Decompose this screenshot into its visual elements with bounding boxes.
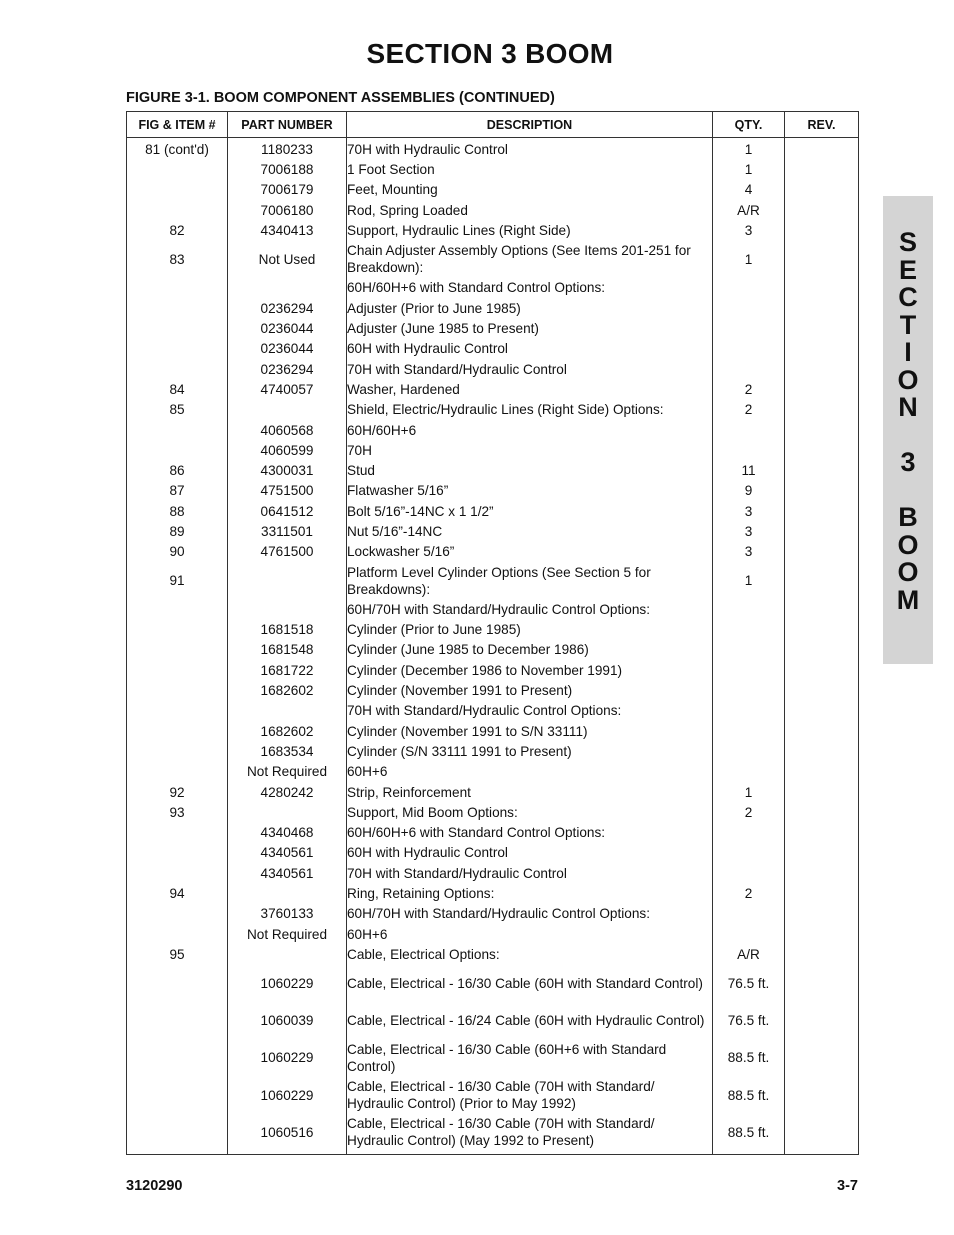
cell-description: Cable, Electrical - 16/30 Cable (60H+6 with Standard Control) (347, 1039, 713, 1076)
cell-rev (785, 843, 859, 863)
cell-part-number: 0236294 (228, 359, 347, 379)
cell-rev (785, 460, 859, 480)
cell-rev (785, 741, 859, 761)
side-tab-letter: S (898, 227, 917, 257)
table-row (127, 138, 859, 160)
cell-description: Shield, Electric/Hydraulic Lines (Right Side) Options: (347, 400, 713, 420)
cell-part-number: 4340561 (228, 863, 347, 883)
cell-part-number: 1681548 (228, 640, 347, 660)
table-row (127, 1114, 859, 1155)
cell-description: 60H/60H+6 with Standard Control Options: (347, 278, 713, 298)
table-row (127, 339, 859, 359)
column-header-rev: REV. (785, 112, 859, 138)
table-row (127, 701, 859, 721)
cell-fig-item (127, 159, 228, 179)
cell-qty: A/R (713, 944, 785, 964)
cell-part-number (228, 562, 347, 599)
cell-description: 60H+6 (347, 924, 713, 944)
cell-description: Cylinder (S/N 33111 1991 to Present) (347, 741, 713, 761)
cell-part-number (228, 883, 347, 903)
cell-part-number: Not Required (228, 762, 347, 782)
side-tab-letter: T (899, 309, 917, 340)
cell-fig-item (127, 339, 228, 359)
cell-part-number: 7006179 (228, 180, 347, 200)
cell-qty (713, 680, 785, 700)
table-row (127, 318, 859, 338)
page-number: 3-7 (837, 1178, 858, 1194)
cell-description: 60H/60H+6 with Standard Control Options: (347, 823, 713, 843)
table-row (127, 481, 859, 501)
table-row (127, 400, 859, 420)
cell-rev (785, 924, 859, 944)
cell-qty: 3 (713, 521, 785, 541)
cell-qty (713, 660, 785, 680)
cell-fig-item (127, 1114, 228, 1155)
cell-rev (785, 863, 859, 883)
cell-fig-item: 94 (127, 883, 228, 903)
table-row (127, 359, 859, 379)
table-row (127, 863, 859, 883)
cell-rev (785, 1002, 859, 1039)
cell-rev (785, 481, 859, 501)
cell-qty (713, 904, 785, 924)
cell-qty (713, 640, 785, 660)
cell-rev (785, 138, 859, 160)
side-tab-letter: C (898, 282, 918, 312)
cell-part-number: 4280242 (228, 782, 347, 802)
cell-part-number: 4751500 (228, 481, 347, 501)
cell-description: Cylinder (Prior to June 1985) (347, 620, 713, 640)
cell-description: 70H with Standard/Hydraulic Control Options: (347, 701, 713, 721)
column-header-part-number: PART NUMBER (228, 112, 347, 138)
cell-fig-item (127, 440, 228, 460)
cell-qty (713, 701, 785, 721)
cell-rev (785, 240, 859, 277)
cell-fig-item (127, 640, 228, 660)
cell-description: Bolt 5/16”-14NC x 1 1/2” (347, 501, 713, 521)
cell-fig-item: 83 (127, 240, 228, 277)
cell-qty: 1 (713, 562, 785, 599)
cell-part-number: 0236044 (228, 318, 347, 338)
table-row (127, 501, 859, 521)
cell-qty (713, 620, 785, 640)
cell-description: 70H with Standard/Hydraulic Control (347, 359, 713, 379)
table-header-row (127, 112, 859, 138)
cell-rev (785, 318, 859, 338)
cell-rev (785, 721, 859, 741)
cell-qty: 2 (713, 883, 785, 903)
cell-rev (785, 278, 859, 298)
cell-qty (713, 741, 785, 761)
cell-rev (785, 599, 859, 619)
table-row (127, 200, 859, 220)
table-row (127, 721, 859, 741)
side-tab-spacer (883, 477, 933, 505)
cell-description: Cylinder (June 1985 to December 1986) (347, 640, 713, 660)
cell-rev (785, 359, 859, 379)
cell-fig-item (127, 298, 228, 318)
cell-fig-item (127, 965, 228, 1002)
cell-description: Stud (347, 460, 713, 480)
cell-fig-item: 90 (127, 542, 228, 562)
cell-fig-item: 89 (127, 521, 228, 541)
cell-qty (713, 863, 785, 883)
figure-title: FIGURE 3-1. BOOM COMPONENT ASSEMBLIES (CONTINUED) (126, 90, 555, 106)
cell-qty (713, 599, 785, 619)
table-row (127, 1076, 859, 1113)
cell-rev (785, 159, 859, 179)
cell-fig-item (127, 823, 228, 843)
cell-fig-item (127, 863, 228, 883)
table-row (127, 640, 859, 660)
side-tab-letter: E (898, 254, 917, 285)
cell-rev (785, 762, 859, 782)
cell-part-number: 0236294 (228, 298, 347, 318)
section-side-tab (883, 196, 933, 664)
cell-description: 60H with Hydraulic Control (347, 339, 713, 359)
cell-qty: 9 (713, 481, 785, 501)
cell-rev (785, 400, 859, 420)
cell-part-number: Not Required (228, 924, 347, 944)
table-row (127, 298, 859, 318)
cell-description: Feet, Mounting (347, 180, 713, 200)
cell-qty: 1 (713, 138, 785, 160)
cell-description: 70H with Standard/Hydraulic Control (347, 863, 713, 883)
cell-description: Washer, Hardened (347, 379, 713, 399)
cell-description: 1 Foot Section (347, 159, 713, 179)
cell-description: Platform Level Cylinder Options (See Section 5 for Breakdowns): (347, 562, 713, 599)
side-tab-letter: O (897, 364, 919, 395)
cell-part-number (228, 944, 347, 964)
cell-fig-item (127, 904, 228, 924)
cell-rev (785, 883, 859, 903)
table-row (127, 680, 859, 700)
cell-fig-item (127, 924, 228, 944)
cell-qty (713, 318, 785, 338)
cell-fig-item (127, 359, 228, 379)
table-row (127, 823, 859, 843)
table-row (127, 802, 859, 822)
cell-qty: 3 (713, 542, 785, 562)
cell-description: Support, Hydraulic Lines (Right Side) (347, 220, 713, 240)
cell-description: Strip, Reinforcement (347, 782, 713, 802)
cell-part-number: 1682602 (228, 680, 347, 700)
cell-qty: 2 (713, 379, 785, 399)
table-row (127, 782, 859, 802)
table-row (127, 660, 859, 680)
cell-qty: 2 (713, 802, 785, 822)
table-row (127, 240, 859, 277)
parts-table (126, 111, 859, 1155)
cell-qty: 1 (713, 240, 785, 277)
cell-part-number: 1060229 (228, 1076, 347, 1113)
cell-qty: 1 (713, 782, 785, 802)
cell-fig-item (127, 701, 228, 721)
cell-part-number: 1683534 (228, 741, 347, 761)
side-tab-letter: B (898, 502, 918, 532)
cell-part-number: 4060568 (228, 420, 347, 440)
cell-part-number: 3760133 (228, 904, 347, 924)
cell-rev (785, 965, 859, 1002)
cell-qty (713, 762, 785, 782)
table-row (127, 944, 859, 964)
cell-fig-item (127, 741, 228, 761)
side-tab-letter: O (897, 529, 919, 560)
cell-fig-item: 82 (127, 220, 228, 240)
cell-rev (785, 420, 859, 440)
cell-description: 60H/70H with Standard/Hydraulic Control Options: (347, 904, 713, 924)
side-tab-spacer (883, 422, 933, 450)
document-number: 3120290 (126, 1178, 183, 1194)
cell-qty: 1 (713, 159, 785, 179)
cell-part-number: 4340468 (228, 823, 347, 843)
side-tab-letter: 3 (900, 447, 916, 477)
cell-rev (785, 620, 859, 640)
cell-rev (785, 440, 859, 460)
cell-description: Support, Mid Boom Options: (347, 802, 713, 822)
cell-qty: 76.5 ft. (713, 1002, 785, 1039)
cell-part-number (228, 701, 347, 721)
cell-part-number: 1060229 (228, 965, 347, 1002)
cell-description: Rod, Spring Loaded (347, 200, 713, 220)
table-row (127, 278, 859, 298)
cell-part-number (228, 400, 347, 420)
cell-qty (713, 298, 785, 318)
cell-qty: 88.5 ft. (713, 1076, 785, 1113)
cell-rev (785, 298, 859, 318)
cell-rev (785, 680, 859, 700)
table-row (127, 159, 859, 179)
cell-description: Ring, Retaining Options: (347, 883, 713, 903)
table-row (127, 542, 859, 562)
cell-description: Cable, Electrical - 16/30 Cable (70H with Standard/ Hydraulic Control) (Prior to May 1992) (347, 1076, 713, 1113)
cell-qty (713, 278, 785, 298)
cell-fig-item: 92 (127, 782, 228, 802)
cell-part-number: 0236044 (228, 339, 347, 359)
cell-part-number: 0641512 (228, 501, 347, 521)
table-row (127, 1002, 859, 1039)
cell-fig-item (127, 721, 228, 741)
cell-fig-item (127, 1076, 228, 1113)
cell-part-number: 3311501 (228, 521, 347, 541)
cell-qty (713, 924, 785, 944)
table-row (127, 1039, 859, 1076)
cell-fig-item (127, 620, 228, 640)
cell-part-number: 4300031 (228, 460, 347, 480)
cell-fig-item (127, 762, 228, 782)
cell-qty (713, 339, 785, 359)
side-tab-letter: O (897, 557, 919, 587)
cell-qty (713, 420, 785, 440)
column-header-fig-item: FIG & ITEM # (127, 112, 228, 138)
cell-fig-item (127, 278, 228, 298)
cell-fig-item: 95 (127, 944, 228, 964)
cell-qty (713, 721, 785, 741)
cell-description: Flatwasher 5/16” (347, 481, 713, 501)
cell-fig-item: 88 (127, 501, 228, 521)
cell-fig-item (127, 180, 228, 200)
cell-description: Cable, Electrical - 16/30 Cable (70H with Standard/ Hydraulic Control) (May 1992 to Present) (347, 1114, 713, 1155)
cell-qty: 76.5 ft. (713, 965, 785, 1002)
cell-rev (785, 944, 859, 964)
side-tab-letter: I (904, 337, 912, 367)
cell-rev (785, 220, 859, 240)
cell-rev (785, 823, 859, 843)
cell-fig-item: 81 (cont'd) (127, 138, 228, 160)
cell-qty (713, 843, 785, 863)
cell-fig-item (127, 1002, 228, 1039)
cell-rev (785, 1076, 859, 1113)
cell-part-number: 4340413 (228, 220, 347, 240)
table-row (127, 924, 859, 944)
cell-qty: 2 (713, 400, 785, 420)
cell-part-number (228, 802, 347, 822)
table-row (127, 762, 859, 782)
cell-part-number: 1681722 (228, 660, 347, 680)
cell-part-number: 7006188 (228, 159, 347, 179)
cell-description: 60H with Hydraulic Control (347, 843, 713, 863)
table-row (127, 620, 859, 640)
cell-rev (785, 1039, 859, 1076)
cell-description: Adjuster (Prior to June 1985) (347, 298, 713, 318)
table-row (127, 904, 859, 924)
cell-qty: 3 (713, 220, 785, 240)
table-row (127, 460, 859, 480)
cell-qty: 11 (713, 460, 785, 480)
cell-part-number: 1060229 (228, 1039, 347, 1076)
table-row (127, 562, 859, 599)
cell-rev (785, 379, 859, 399)
cell-rev (785, 200, 859, 220)
cell-fig-item: 91 (127, 562, 228, 599)
cell-fig-item (127, 318, 228, 338)
cell-fig-item: 84 (127, 379, 228, 399)
cell-fig-item (127, 1039, 228, 1076)
cell-part-number: 1060039 (228, 1002, 347, 1039)
cell-description: Cable, Electrical Options: (347, 944, 713, 964)
cell-fig-item: 87 (127, 481, 228, 501)
table-row (127, 843, 859, 863)
cell-description: 60H+6 (347, 762, 713, 782)
cell-description: Cylinder (November 1991 to Present) (347, 680, 713, 700)
cell-rev (785, 640, 859, 660)
cell-rev (785, 660, 859, 680)
table-row (127, 420, 859, 440)
table-row (127, 599, 859, 619)
cell-description: Lockwasher 5/16” (347, 542, 713, 562)
cell-qty: 88.5 ft. (713, 1114, 785, 1155)
table-row (127, 741, 859, 761)
cell-rev (785, 802, 859, 822)
cell-rev (785, 904, 859, 924)
cell-qty: 3 (713, 501, 785, 521)
cell-part-number: Not Used (228, 240, 347, 277)
cell-fig-item (127, 599, 228, 619)
cell-part-number: 4761500 (228, 542, 347, 562)
cell-part-number (228, 278, 347, 298)
cell-rev (785, 542, 859, 562)
cell-rev (785, 501, 859, 521)
cell-part-number: 1180233 (228, 138, 347, 160)
section-side-tab-letters (883, 196, 933, 614)
parts-table-body (127, 138, 859, 1155)
side-tab-letter: N (898, 392, 918, 422)
cell-qty: A/R (713, 200, 785, 220)
cell-description: 70H (347, 440, 713, 460)
cell-part-number: 4060599 (228, 440, 347, 460)
table-row (127, 965, 859, 1002)
cell-fig-item (127, 660, 228, 680)
cell-fig-item: 86 (127, 460, 228, 480)
table-row (127, 220, 859, 240)
cell-description: Cable, Electrical - 16/24 Cable (60H with Hydraulic Control) (347, 1002, 713, 1039)
cell-description: 70H with Hydraulic Control (347, 138, 713, 160)
cell-fig-item (127, 420, 228, 440)
cell-part-number (228, 599, 347, 619)
side-tab-letter: M (896, 584, 920, 615)
table-row (127, 883, 859, 903)
cell-fig-item (127, 200, 228, 220)
cell-rev (785, 782, 859, 802)
cell-description: Nut 5/16”-14NC (347, 521, 713, 541)
cell-rev (785, 339, 859, 359)
cell-qty: 88.5 ft. (713, 1039, 785, 1076)
cell-part-number: 1681518 (228, 620, 347, 640)
cell-part-number: 4740057 (228, 379, 347, 399)
cell-qty (713, 440, 785, 460)
table-row (127, 440, 859, 460)
cell-part-number: 4340561 (228, 843, 347, 863)
cell-rev (785, 562, 859, 599)
table-row (127, 379, 859, 399)
cell-description: 60H/70H with Standard/Hydraulic Control Options: (347, 599, 713, 619)
cell-rev (785, 701, 859, 721)
table-row (127, 180, 859, 200)
cell-description: 60H/60H+6 (347, 420, 713, 440)
cell-fig-item: 85 (127, 400, 228, 420)
cell-description: Cable, Electrical - 16/30 Cable (60H with Standard Control) (347, 965, 713, 1002)
cell-part-number: 1682602 (228, 721, 347, 741)
cell-description: Cylinder (November 1991 to S/N 33111) (347, 721, 713, 741)
cell-part-number: 1060516 (228, 1114, 347, 1155)
cell-qty (713, 823, 785, 843)
cell-description: Adjuster (June 1985 to Present) (347, 318, 713, 338)
cell-description: Cylinder (December 1986 to November 1991) (347, 660, 713, 680)
cell-rev (785, 1114, 859, 1155)
page-title: SECTION 3 BOOM (366, 38, 614, 69)
cell-rev (785, 180, 859, 200)
cell-part-number: 7006180 (228, 200, 347, 220)
cell-qty (713, 359, 785, 379)
column-header-description: DESCRIPTION (347, 112, 713, 138)
column-header-qty: QTY. (713, 112, 785, 138)
cell-fig-item: 93 (127, 802, 228, 822)
cell-qty: 4 (713, 180, 785, 200)
cell-fig-item (127, 843, 228, 863)
cell-description: Chain Adjuster Assembly Options (See Items 201-251 for Breakdown): (347, 240, 713, 277)
cell-fig-item (127, 680, 228, 700)
table-row (127, 521, 859, 541)
cell-rev (785, 521, 859, 541)
